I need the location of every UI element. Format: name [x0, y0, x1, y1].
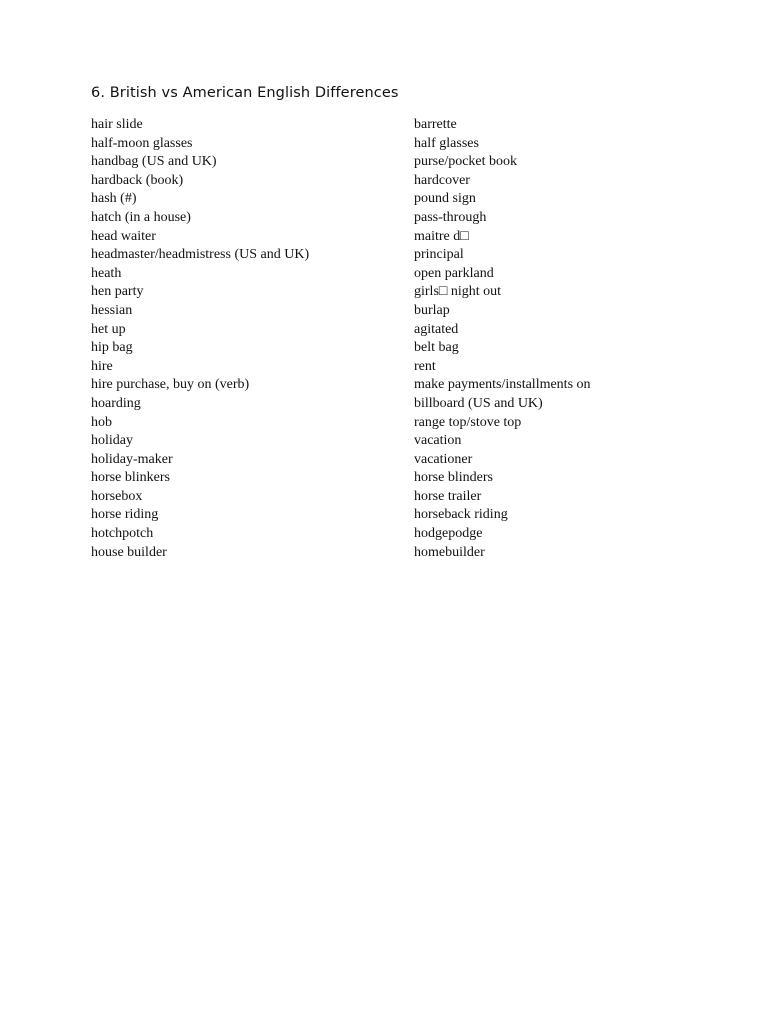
american-term: girls□ night out [414, 284, 502, 300]
table-row [91, 544, 731, 563]
american-term: make payments/installments on [414, 377, 591, 393]
british-term: hair slide [91, 117, 143, 132]
table-row [91, 395, 731, 414]
table-row [91, 302, 731, 321]
british-term: horsebox [91, 488, 143, 504]
british-term: hessian [91, 302, 133, 318]
table-row [91, 190, 731, 209]
american-term: horseback riding [414, 507, 508, 523]
american-term: half glasses [414, 135, 479, 151]
american-term: range top/stove top [414, 414, 522, 430]
british-term: hob [91, 414, 112, 430]
american-term: hodgepodge [414, 526, 483, 542]
british-term: horse blinkers [91, 470, 170, 486]
british-term: hardback (book) [91, 172, 184, 188]
british-term: handbag (US and UK) [91, 154, 217, 170]
american-term: belt bag [414, 340, 459, 356]
american-term: horse trailer [414, 488, 482, 504]
table-row [91, 153, 731, 172]
american-term: vacationer [414, 451, 473, 467]
american-term: horse blinders [414, 470, 493, 486]
british-term: horse riding [91, 507, 159, 523]
british-term: head waiter [91, 228, 156, 244]
american-term: maitre d□ [414, 228, 469, 244]
british-term: headmaster/headmistress (US and UK) [91, 247, 310, 263]
british-term: holiday [91, 433, 133, 449]
american-term: agitated [414, 321, 459, 337]
table-row [91, 488, 731, 507]
american-term: pound sign [414, 191, 476, 207]
american-term: rent [414, 358, 436, 374]
table-row [91, 506, 731, 525]
american-term: billboard (US and UK) [414, 395, 543, 411]
table-row [91, 228, 731, 247]
table-row [91, 376, 731, 395]
table-row [91, 358, 731, 377]
american-term: homebuilder [414, 544, 485, 560]
table-row [91, 339, 731, 358]
table-row [91, 525, 731, 544]
american-term: open parkland [414, 265, 494, 281]
british-term: hen party [91, 284, 144, 300]
british-term: hotchpotch [91, 526, 154, 542]
british-term: het up [91, 321, 126, 337]
american-term: barrette [414, 117, 457, 132]
table-row [91, 172, 731, 191]
table-row [91, 451, 731, 470]
american-term: principal [414, 247, 464, 263]
table-row [91, 246, 731, 265]
british-term: hire purchase, buy on (verb) [91, 377, 250, 393]
british-term: hip bag [91, 340, 133, 356]
table-row [91, 265, 731, 284]
american-term: pass-through [414, 209, 487, 225]
american-term: vacation [414, 433, 462, 449]
table-row [91, 283, 731, 302]
table-row [91, 469, 731, 488]
table-row [91, 116, 731, 135]
table-row [91, 432, 731, 451]
british-term: hash (#) [91, 191, 137, 207]
table-row [91, 321, 731, 340]
british-term: hatch (in a house) [91, 209, 191, 225]
american-term: purse/pocket book [414, 154, 518, 170]
table-row [91, 209, 731, 228]
word-comparison-table [91, 116, 731, 562]
document-title: 6. British vs American English Differences [91, 85, 399, 101]
british-term: holiday-maker [91, 451, 173, 467]
british-term: hoarding [91, 395, 141, 411]
british-term: house builder [91, 544, 167, 560]
table-row [91, 135, 731, 154]
british-term: half-moon glasses [91, 135, 193, 151]
british-term: heath [91, 265, 122, 281]
american-term: hardcover [414, 172, 470, 188]
american-term: burlap [414, 302, 450, 318]
table-row [91, 414, 731, 433]
british-term: hire [91, 358, 113, 374]
